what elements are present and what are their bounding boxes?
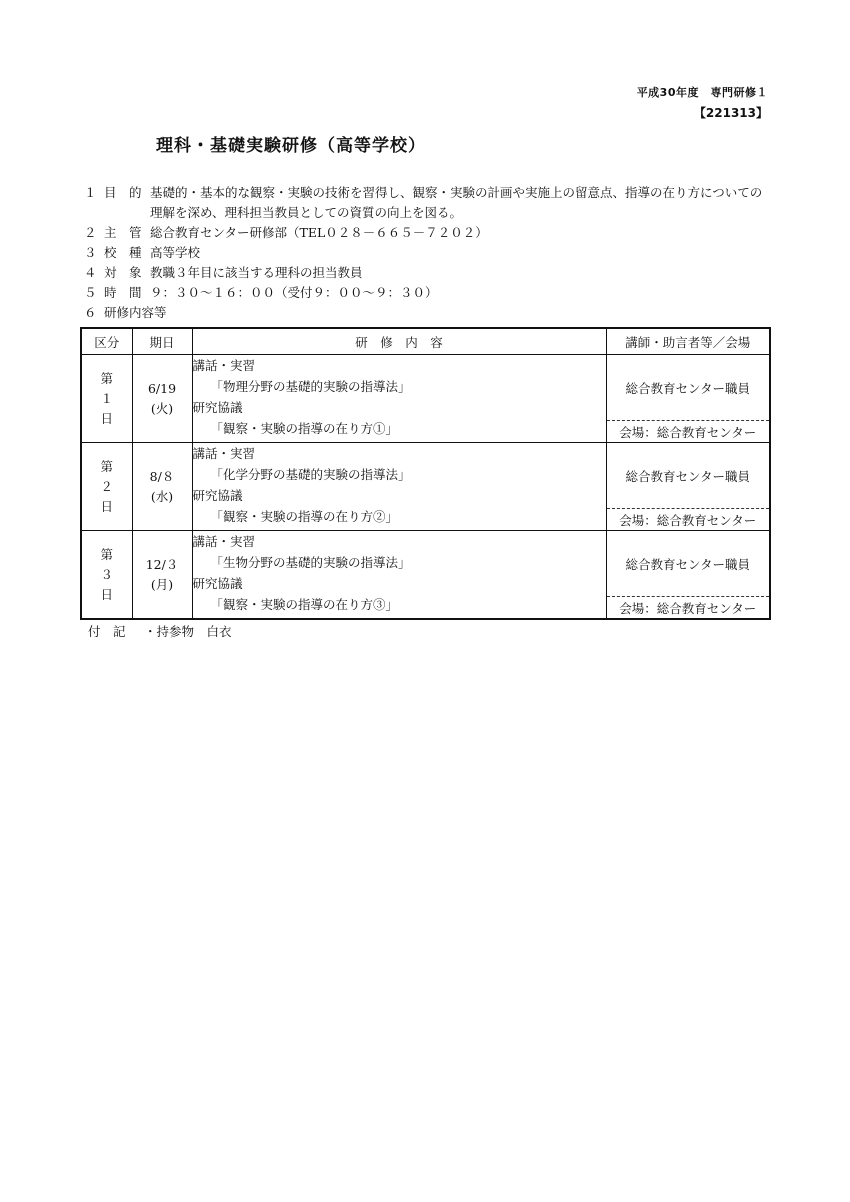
item-label: 研修内容等	[104, 305, 167, 320]
note-value: ・持参物 白衣	[144, 624, 232, 639]
item-label: 目 的	[104, 185, 142, 200]
table-row	[81, 443, 770, 531]
content-cell: 講話・実習 「物理分野の基礎的実験の指導法」 研究協議 「観察・実験の指導の在り方①」	[192, 355, 606, 443]
content-cell: 講話・実習 「生物分野の基礎的実験の指導法」 研究協議 「観察・実験の指導の在り方③」	[192, 531, 606, 620]
item-time	[84, 283, 774, 303]
page-title: 理科・基礎実験研修（高等学校）	[156, 136, 426, 156]
header-division: 区分	[81, 328, 132, 355]
date-cell	[132, 443, 192, 531]
item-school-type	[84, 243, 774, 263]
item-target	[84, 263, 774, 283]
item-number: １	[84, 185, 97, 200]
table-row	[81, 355, 770, 443]
division-cell: 第 ３ 日	[81, 531, 132, 620]
division-cell: 第 １ 日	[81, 355, 132, 443]
table-header-row	[81, 328, 770, 355]
staff-venue-cell	[606, 443, 770, 531]
item-value: ９：３０～１６：００（受付９：００～９：３０）	[150, 285, 438, 300]
division-cell: 第 ２ 日	[81, 443, 132, 531]
item-number: ２	[84, 225, 97, 240]
schedule-table	[80, 327, 771, 620]
item-number: ３	[84, 245, 97, 260]
table-row	[81, 531, 770, 620]
item-purpose	[84, 183, 774, 223]
venue-name: 会場：総合教育センター	[607, 596, 770, 618]
item-label: 対 象	[104, 265, 142, 280]
item-number: ４	[84, 265, 97, 280]
item-label: 主 管	[104, 225, 142, 240]
item-value	[167, 303, 774, 323]
item-value: 総合教育センター研修部（TEL０２８－６６５－７２０２）	[150, 225, 488, 240]
item-value: 高等学校	[150, 245, 201, 260]
date-cell	[132, 531, 192, 620]
staff-name: 総合教育センター職員	[625, 556, 750, 572]
note-label: 付 記	[88, 624, 126, 639]
weekday-value: (水)	[150, 488, 174, 504]
date-value: 6/19	[147, 380, 177, 396]
item-number: ５	[84, 285, 97, 300]
item-value: 教職３年目に該当する理科の担当教員	[150, 265, 363, 280]
supplementary-note	[88, 622, 232, 640]
item-number: ６	[84, 305, 97, 320]
date-cell	[132, 355, 192, 443]
date-value: 12/３	[145, 556, 179, 572]
venue-name: 会場：総合教育センター	[607, 420, 770, 442]
weekday-value: (火)	[150, 400, 174, 416]
date-value: 8/８	[149, 468, 175, 484]
header-date: 期日	[132, 328, 192, 355]
course-code: 【221313】	[693, 106, 768, 120]
item-value: 基礎的・基本的な観察・実験の技術を習得し、観察・実験の計画や実施上の留意点、指導の在り方についての理解を深め、理科担当教員としての資質の向上を図る。	[150, 185, 763, 220]
item-label: 校 種	[104, 245, 142, 260]
staff-venue-cell	[606, 531, 770, 620]
staff-venue-cell	[606, 355, 770, 443]
course-year-label: 平成30年度 専門研修１	[636, 86, 768, 99]
header-staff-venue: 講師・助言者等／会場	[606, 328, 770, 355]
header-content: 研 修 内 容	[192, 328, 606, 355]
staff-name: 総合教育センター職員	[625, 468, 750, 484]
item-contents	[84, 303, 774, 323]
staff-name: 総合教育センター職員	[625, 380, 750, 396]
venue-name: 会場：総合教育センター	[607, 508, 770, 530]
item-organizer	[84, 223, 774, 243]
weekday-value: (月)	[150, 576, 174, 592]
overview-list	[84, 183, 774, 323]
content-cell: 講話・実習 「化学分野の基礎的実験の指導法」 研究協議 「観察・実験の指導の在り方②」	[192, 443, 606, 531]
item-label: 時 間	[104, 285, 142, 300]
